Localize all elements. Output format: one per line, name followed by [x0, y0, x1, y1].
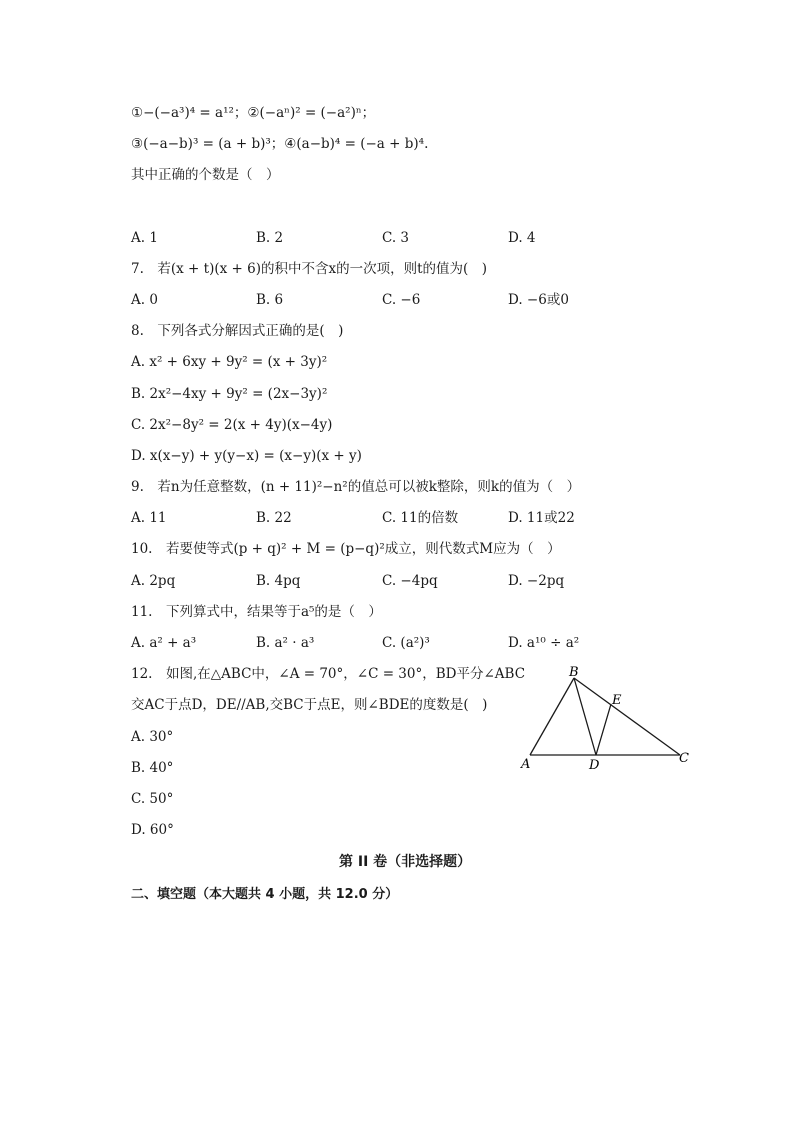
q9-option-c: C. 11的倍数: [382, 510, 459, 526]
q7-option-a: A. 0: [131, 292, 158, 308]
q12-text-line1: 12. 如图,在△ABC中，∠A = 70°，∠C = 30°，BD平分∠ABC: [131, 666, 526, 682]
q9-option-a: A. 11: [131, 510, 167, 526]
q12-option-a: A. 30°: [131, 729, 174, 745]
q10-option-b: B. 4pq: [256, 573, 301, 589]
segment-ab: [530, 678, 574, 755]
label-b: B: [569, 665, 579, 680]
q8-option-b: B. 2x²−4xy + 9y² = (2x−3y)²: [131, 386, 328, 402]
q9-text: 9. 若n为任意整数，(n + 11)²−n²的值总可以被k整除，则k的值为（ ）: [131, 479, 581, 495]
q12-option-b: B. 40°: [131, 760, 174, 776]
q8-option-c: C. 2x²−8y² = 2(x + 4y)(x−4y): [131, 417, 333, 433]
label-d: D: [589, 758, 600, 773]
q8-option-a: A. x² + 6xy + 9y² = (x + 3y)²: [131, 354, 328, 370]
q8-option-d: D. x(x−y) + y(y−x) = (x−y)(x + y): [131, 448, 362, 464]
triangle-figure: [515, 665, 695, 785]
q11-option-c: C. (a²)³: [382, 635, 430, 651]
q7-option-b: B. 6: [256, 292, 284, 308]
q9-option-d: D. 11或22: [508, 510, 575, 526]
q6-option-c: C. 3: [382, 230, 410, 246]
q10-option-a: A. 2pq: [131, 573, 176, 589]
q6-prompt: 其中正确的个数是（ ）: [131, 167, 280, 183]
q11-text: 11. 下列算式中，结果等于a⁵的是（ ）: [131, 604, 382, 620]
q9-option-b: B. 22: [256, 510, 292, 526]
q7-option-d: D. −6或0: [508, 292, 569, 308]
q10-option-d: D. −2pq: [508, 573, 565, 589]
q7-text: 7. 若(x + t)(x + 6)的积中不含x的一次项，则t的值为( ): [131, 261, 488, 277]
q6-option-d: D. 4: [508, 230, 536, 246]
label-e: E: [612, 693, 622, 708]
q10-option-c: C. −4pq: [382, 573, 438, 589]
q12-option-c: C. 50°: [131, 791, 174, 807]
q6-option-a: A. 1: [131, 230, 158, 246]
segment-bc: [574, 678, 680, 755]
q6-statement-1-2: ①−(−a³)⁴ = a¹²；②(−aⁿ)² = (−a²)ⁿ；: [131, 105, 376, 121]
q11-option-a: A. a² + a³: [131, 635, 197, 651]
label-a: A: [521, 757, 531, 772]
part-2-title: 二、填空题（本大题共 4 小题，共 12.0 分）: [131, 887, 399, 902]
segment-de: [596, 704, 611, 755]
q7-option-c: C. −6: [382, 292, 421, 308]
section-2-title: 第 II 卷（非选择题）: [339, 854, 472, 870]
q8-text: 8. 下列各式分解因式正确的是( ): [131, 323, 344, 339]
q12-option-d: D. 60°: [131, 822, 174, 838]
q12-text-line2: 交AC于点D，DE//AB,交BC于点E，则∠BDE的度数是( ): [131, 697, 488, 713]
q6-statement-3-4: ③(−a−b)³ = (a + b)³；④(a−b)⁴ = (−a + b)⁴.: [131, 136, 429, 152]
label-c: C: [679, 751, 689, 766]
q6-option-b: B. 2: [256, 230, 284, 246]
q10-text: 10. 若要使等式(p + q)² + M = (p−q)²成立，则代数式M应为（ ）: [131, 541, 561, 557]
q11-option-b: B. a² · a³: [256, 635, 315, 651]
segment-bd: [574, 678, 596, 755]
q11-option-d: D. a¹⁰ ÷ a²: [508, 635, 580, 651]
